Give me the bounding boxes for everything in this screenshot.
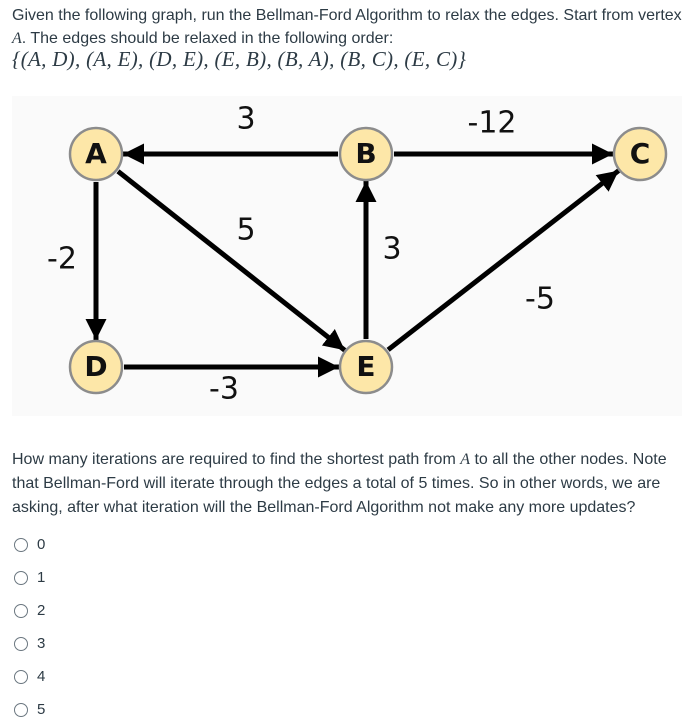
option-label: 0 [37, 536, 46, 553]
option-label: 1 [37, 569, 46, 586]
node-b [340, 128, 392, 180]
radio-icon[interactable] [14, 703, 28, 717]
edge-weight-label: -2 [47, 241, 77, 277]
edge-weight-label: 3 [382, 231, 402, 267]
node-label: D [84, 350, 108, 383]
graph-figure [12, 96, 682, 416]
edge-weight-label: 3 [236, 101, 256, 137]
option-label: 5 [37, 701, 46, 718]
radio-icon[interactable] [14, 538, 28, 552]
answer-option[interactable] [14, 660, 45, 693]
answer-option[interactable] [14, 693, 45, 726]
option-label: 2 [37, 602, 46, 619]
edge-weight-label: 5 [236, 212, 256, 248]
answer-option[interactable] [14, 594, 45, 627]
question-text [12, 448, 682, 520]
question-part2: to all the other nodes. Note that Bellman-Ford will iterate through the edges a total of 5 times. So in other words, we are asking, after what iteration will the Bellman-Ford Algorithm not make any more updates? [12, 451, 667, 516]
radio-icon[interactable] [14, 637, 28, 651]
node-c [614, 128, 666, 180]
answer-option[interactable] [14, 528, 45, 561]
node-label: A [85, 137, 107, 170]
edge-order-set: {(A, D), (A, E), (D, E), (E, B), (B, A), (B, C), (E, C)} [12, 47, 467, 71]
edge-weight-label: -3 [209, 371, 239, 407]
answer-option[interactable] [14, 627, 45, 660]
graph-svg [12, 96, 682, 416]
radio-icon[interactable] [14, 604, 28, 618]
node-d [70, 341, 122, 393]
option-label: 4 [37, 668, 46, 685]
question-part1: How many iterations are required to find the shortest path from [12, 451, 456, 468]
intro-text: Given the following graph, run the Bellman-Ford Algorithm to relax the edges. Start from vertex [12, 7, 682, 24]
edge-weight-label: -12 [467, 105, 517, 141]
answer-options [14, 528, 45, 726]
question-variable: A [460, 451, 471, 468]
node-e [340, 341, 392, 393]
radio-icon[interactable] [14, 571, 28, 585]
node-label: B [355, 137, 377, 170]
radio-icon[interactable] [14, 670, 28, 684]
option-label: 3 [37, 635, 46, 652]
node-a [70, 128, 122, 180]
node-label: E [356, 350, 376, 383]
question-intro [12, 4, 682, 50]
start-vertex: A [12, 30, 22, 47]
answer-option[interactable] [14, 561, 45, 594]
edge-weight-label: -5 [525, 281, 555, 317]
edge-a-e [118, 171, 345, 350]
edge-e-c [388, 171, 619, 350]
intro-text-rest: . The edges should be relaxed in the following order: [21, 30, 394, 47]
node-label: C [629, 137, 651, 170]
